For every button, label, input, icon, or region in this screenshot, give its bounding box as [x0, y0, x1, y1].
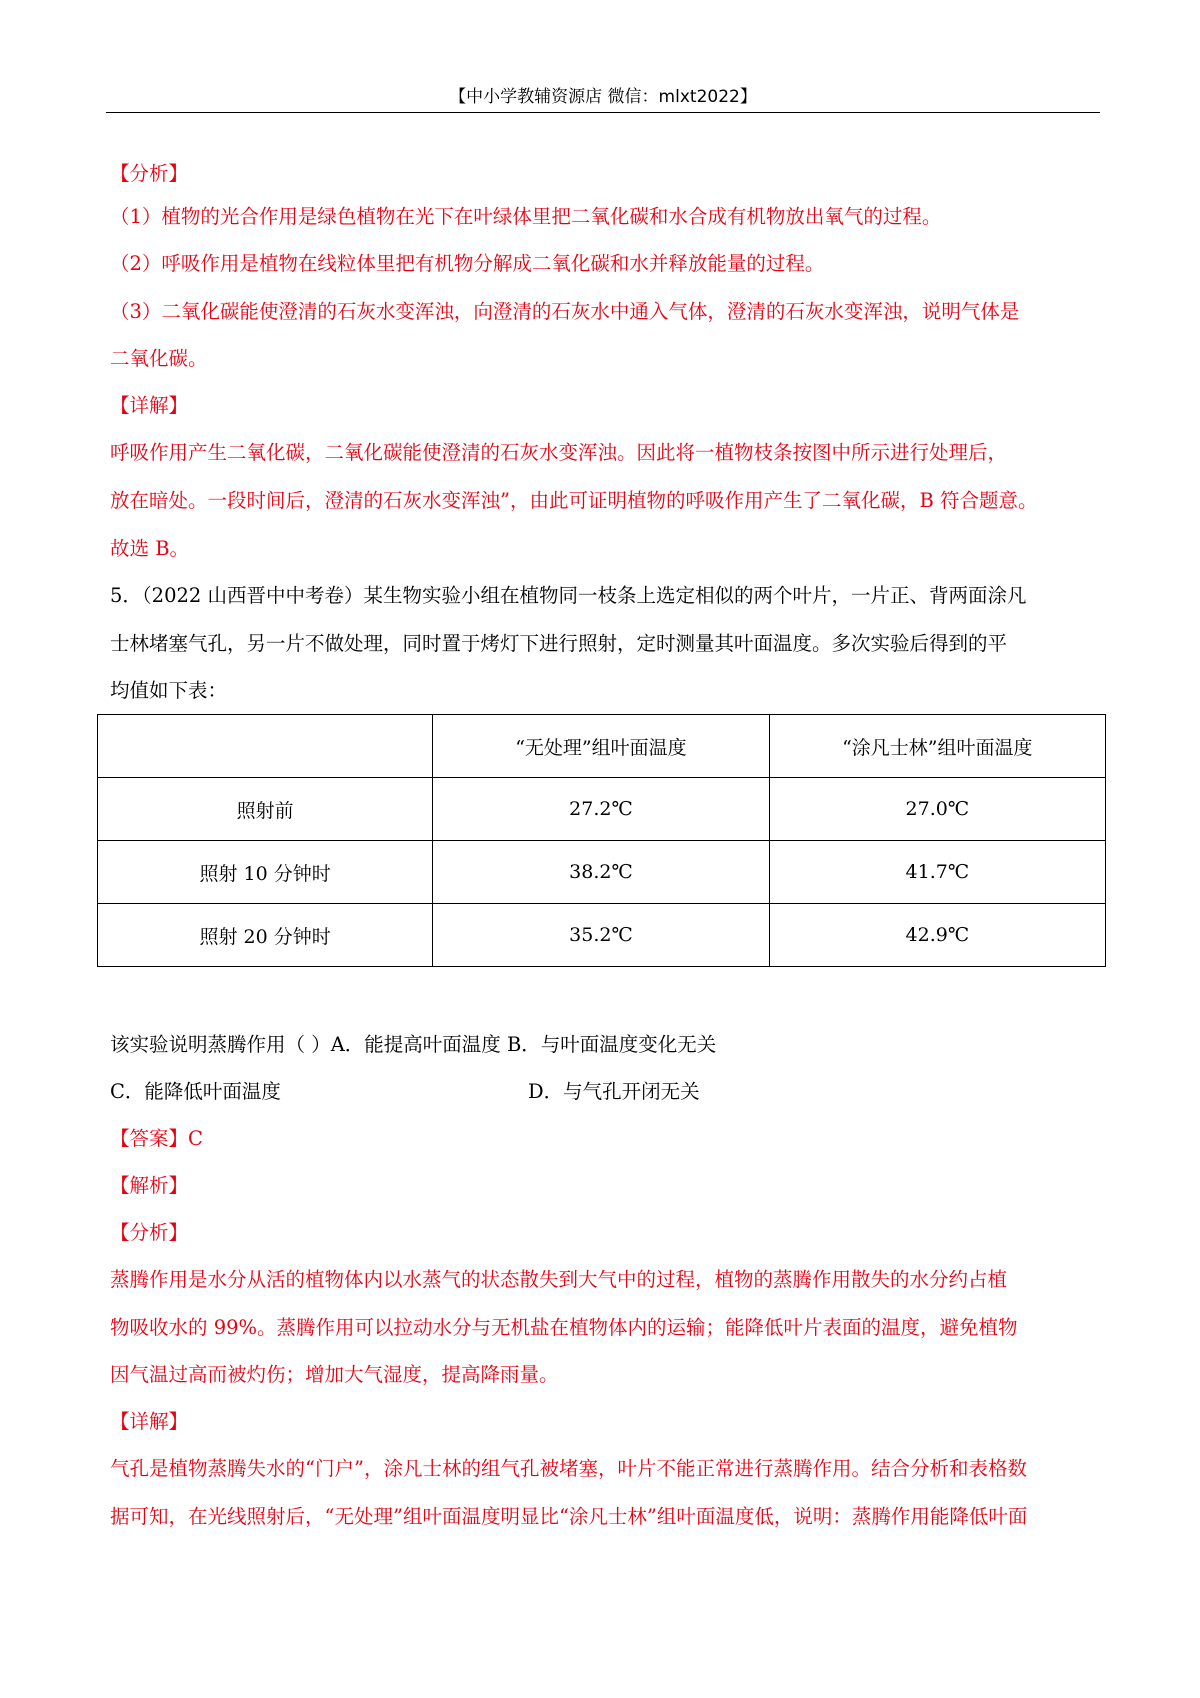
table-cell: 38.2℃ [433, 841, 769, 904]
detail-line: 据可知，在光线照射后，“无处理”组叶面温度明显比“涂凡士林”组叶面温度低，说明：蒸腾作用能降低叶面 [110, 1505, 1028, 1528]
table-cell: 照射前 [98, 778, 433, 841]
table-header-cell: “涂凡士林”组叶面温度 [769, 715, 1105, 778]
detail-label: 【详解】 [110, 394, 189, 417]
analysis-point-2: （2）呼吸作用是植物在线粒体里把有机物分解成二氧化碳和水并释放能量的过程。 [110, 252, 825, 275]
question-5-stem-cont: 均值如下表： [110, 679, 228, 702]
question-5-stem: 5．（2022 山西晋中中考卷）某生物实验小组在植物同一枝条上选定相似的两个叶片，一片正、背两面涂凡 [110, 584, 1027, 607]
detail-line: 呼吸作用产生二氧化碳，二氧化碳能使澄清的石灰水变浑浊。因此将一植物枝条按图中所示进行处理后， [110, 441, 1008, 464]
detail-line: 放在暗处。一段时间后，澄清的石灰水变浑浊”，由此可证明植物的呼吸作用产生了二氧化碳，B 符合题意。 [110, 489, 1038, 512]
question-5-stem-cont: 士林堵塞气孔，另一片不做处理，同时置于烤灯下进行照射，定时测量其叶面温度。多次实验后得到的平 [110, 632, 1008, 655]
analysis-point-3-cont: 二氧化碳。 [110, 347, 208, 370]
table-cell: 27.0℃ [769, 778, 1105, 841]
table-cell: 27.2℃ [433, 778, 769, 841]
analysis-line: 物吸收水的 99%。蒸腾作用可以拉动水分与无机盐在植物体内的运输；能降低叶片表面的温度，避免植物 [110, 1316, 1018, 1339]
detail-line: 气孔是植物蒸腾失水的“门户”，涂凡士林的组气孔被堵塞，叶片不能正常进行蒸腾作用。结合分析和表格数 [110, 1457, 1027, 1480]
analysis-label: 【分析】 [110, 162, 189, 185]
option-d: D．与气孔开闭无关 [528, 1080, 700, 1103]
table-row [98, 778, 1106, 841]
explain-label: 【解析】 [110, 1174, 189, 1197]
table-cell: 41.7℃ [769, 841, 1105, 904]
table-row [98, 904, 1106, 967]
table-header-cell: “无处理”组叶面温度 [433, 715, 769, 778]
analysis-line: 因气温过高而被灼伤；增加大气湿度，提高降雨量。 [110, 1363, 559, 1386]
option-c: C．能降低叶面温度 [110, 1080, 281, 1103]
table-cell: 35.2℃ [433, 904, 769, 967]
analysis-line: 蒸腾作用是水分从活的植物体内以水蒸气的状态散失到大气中的过程，植物的蒸腾作用散失的水分约占植 [110, 1268, 1008, 1291]
table-header-row [98, 715, 1106, 778]
answer-label: 【答案】C [110, 1127, 203, 1150]
table-cell: 照射 10 分钟时 [98, 841, 433, 904]
table-cell: 42.9℃ [769, 904, 1105, 967]
detail-line: 故选 B。 [110, 537, 190, 560]
table-header-cell [98, 715, 433, 778]
temperature-table [97, 714, 1106, 967]
page-header: 【中小学教辅资源店 微信：mlxt2022】 [106, 82, 1100, 113]
table-cell: 照射 20 分钟时 [98, 904, 433, 967]
table-row [98, 841, 1106, 904]
analysis-point-1: （1）植物的光合作用是绿色植物在光下在叶绿体里把二氧化碳和水合成有机物放出氧气的过程。 [110, 205, 942, 228]
analysis-point-3: （3）二氧化碳能使澄清的石灰水变浑浊，向澄清的石灰水中通入气体，澄清的石灰水变浑浊，说明气体是 [110, 300, 1020, 323]
analysis-label: 【分析】 [110, 1221, 189, 1244]
question-5-options: 该实验说明蒸腾作用（ ）A．能提高叶面温度 B．与叶面温度变化无关 [110, 1033, 717, 1056]
detail-label: 【详解】 [110, 1410, 189, 1433]
